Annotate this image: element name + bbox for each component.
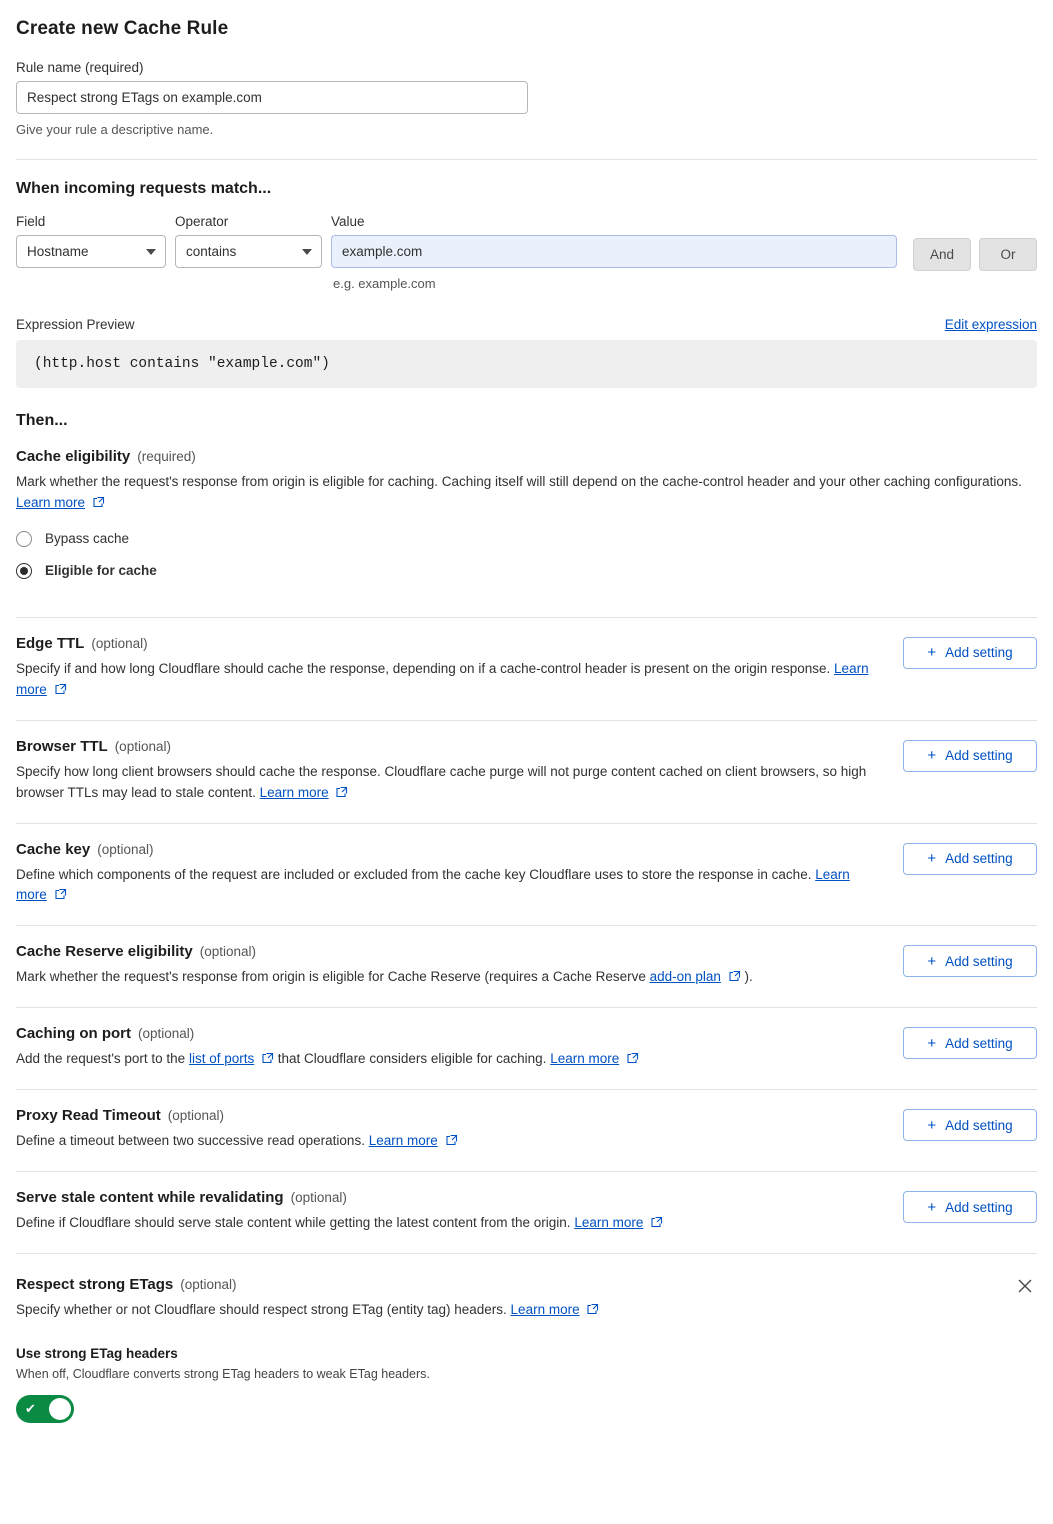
rule-name-section (16, 60, 1037, 137)
edit-expression-link[interactable]: Edit expression (944, 317, 1037, 332)
setting-browser-ttl (16, 738, 1037, 823)
cache-eligibility-learn-more-link[interactable]: Learn more (16, 494, 86, 510)
add-setting-label: Add setting (945, 851, 1013, 867)
serve-stale-desc-text: Define if Cloudflare should serve stale content while getting the latest content from the origin. (16, 1215, 571, 1231)
external-link-icon (55, 886, 67, 907)
add-setting-button-serve-stale[interactable] (903, 1191, 1037, 1223)
operator-select[interactable] (175, 235, 322, 268)
cache-eligibility-description (16, 472, 1036, 515)
field-column (16, 214, 166, 268)
serve-stale-name: Serve stale content while revalidating (16, 1189, 284, 1207)
browser-ttl-desc-text: Specify how long client browsers should cache the response. Cloudflare cache purge will not purge content cached on client browsers, so high browser TTLs may lead to stale content. (16, 763, 867, 800)
caching-on-port-desc-text: Add the request's port to the (16, 1051, 186, 1067)
match-row (16, 214, 1037, 291)
plus-icon: + (927, 1116, 937, 1134)
caching-on-port-optional: (optional) (138, 1026, 195, 1042)
edge-ttl-optional: (optional) (91, 635, 148, 651)
divider-edge-ttl (16, 720, 1037, 721)
use-strong-etag-headers-label: Use strong ETag headers (16, 1345, 178, 1361)
browser-ttl-name: Browser TTL (16, 737, 108, 755)
cache-key-optional: (optional) (97, 841, 154, 857)
plus-icon: + (927, 1198, 937, 1216)
add-setting-button-cache-key[interactable] (903, 843, 1037, 875)
cache-eligibility-header (16, 448, 1037, 465)
caching-on-port-learn-more-link[interactable]: Learn more (550, 1051, 620, 1067)
add-setting-button-caching-on-port[interactable] (903, 1027, 1037, 1059)
divider-cache-eligibility (16, 617, 1037, 618)
radio-label-eligible: Eligible for cache (45, 563, 157, 579)
rule-name-help: Give your rule a descriptive name. (16, 122, 214, 137)
serve-stale-description (16, 1213, 883, 1235)
value-input[interactable] (331, 235, 897, 268)
external-link-icon (336, 784, 348, 805)
rule-name-label: Rule name (required) (16, 60, 144, 75)
divider-proxy-read-timeout (16, 1171, 1037, 1172)
external-link-icon (587, 1301, 599, 1322)
plus-icon: + (927, 850, 937, 868)
add-setting-button-cache-reserve[interactable] (903, 945, 1037, 977)
cache-eligibility-name: Cache eligibility (16, 448, 131, 465)
logic-buttons (913, 238, 1037, 271)
plus-icon: + (927, 952, 937, 970)
field-select[interactable] (16, 235, 166, 268)
add-setting-label: Add setting (945, 645, 1013, 661)
browser-ttl-description (16, 762, 883, 805)
radio-label-bypass: Bypass cache (45, 531, 130, 547)
cache-reserve-desc-tail: ). (744, 969, 753, 985)
setting-respect-strong-etags (16, 1274, 1037, 1441)
etag-learn-more-link[interactable]: Learn more (510, 1302, 580, 1318)
edge-ttl-name: Edge TTL (16, 634, 85, 652)
add-setting-label: Add setting (945, 1199, 1013, 1215)
browser-ttl-optional: (optional) (114, 738, 171, 754)
caching-on-port-name: Caching on port (16, 1025, 131, 1043)
divider-browser-ttl (16, 823, 1037, 824)
setting-cache-key (16, 841, 1037, 926)
list-of-ports-link[interactable]: list of ports (188, 1051, 255, 1067)
operator-select-value: contains (186, 244, 237, 259)
use-strong-etag-headers-toggle[interactable] (16, 1395, 74, 1423)
expression-preview-label: Expression Preview (16, 317, 135, 332)
add-setting-label: Add setting (945, 953, 1013, 969)
proxy-read-timeout-optional: (optional) (167, 1108, 225, 1124)
field-label: Field (16, 214, 46, 229)
add-setting-label: Add setting (945, 1035, 1013, 1051)
cache-eligibility-desc-text: Mark whether the request's response from origin is eligible for caching. Caching itself will still depend on the cache-control header and your other caching configurations. (16, 474, 1022, 489)
value-column (331, 214, 897, 291)
cache-key-description (16, 865, 883, 908)
etag-desc-text: Specify whether or not Cloudflare should respect strong ETag (entity tag) headers. (16, 1302, 507, 1318)
external-link-icon (651, 1214, 663, 1235)
divider-caching-on-port (16, 1089, 1037, 1090)
setting-edge-ttl (16, 635, 1037, 720)
proxy-read-timeout-name: Proxy Read Timeout (16, 1107, 161, 1125)
external-link-icon (55, 681, 67, 702)
external-link-icon (93, 494, 105, 515)
edge-ttl-description (16, 659, 883, 702)
proxy-read-timeout-desc-text: Define a timeout between two successive read operations. (16, 1133, 365, 1149)
setting-caching-on-port (16, 1025, 1037, 1089)
external-link-icon (627, 1050, 639, 1071)
cache-eligibility-block (16, 448, 1037, 597)
page-title: Create new Cache Rule (16, 18, 229, 39)
divider-serve-stale (16, 1253, 1037, 1254)
cache-eligibility-required: (required) (137, 449, 196, 464)
radio-icon-bypass[interactable] (16, 531, 32, 547)
match-section-title: When incoming requests match... (16, 180, 272, 197)
proxy-read-timeout-description (16, 1131, 883, 1153)
plus-icon: + (927, 644, 937, 662)
serve-stale-learn-more-link[interactable]: Learn more (574, 1215, 644, 1231)
check-icon: ✔ (25, 1400, 36, 1416)
caching-on-port-description (16, 1049, 883, 1071)
serve-stale-optional: (optional) (290, 1190, 347, 1206)
value-label: Value (331, 214, 365, 229)
rule-name-input[interactable] (16, 81, 528, 114)
cache-reserve-description (16, 967, 883, 989)
plus-icon: + (927, 747, 937, 765)
cache-key-desc-text: Define which components of the request are included or excluded from the cache key Cloudflare uses to store the response in cache. (16, 866, 812, 882)
add-setting-button-edge-ttl[interactable] (903, 637, 1037, 669)
field-select-value: Hostname (27, 244, 89, 259)
add-setting-button-browser-ttl[interactable] (903, 740, 1037, 772)
radio-icon-eligible[interactable] (16, 563, 32, 579)
expression-header (16, 317, 1037, 332)
proxy-read-timeout-learn-more-link[interactable]: Learn more (368, 1133, 438, 1149)
external-link-icon (262, 1050, 274, 1071)
divider-cache-key (16, 925, 1037, 926)
setting-proxy-read-timeout (16, 1107, 1037, 1171)
add-setting-label: Add setting (945, 1117, 1013, 1133)
cache-key-name: Cache key (16, 840, 91, 858)
cache-reserve-addon-plan-link[interactable]: add-on plan (649, 969, 721, 985)
edge-ttl-learn-more-link[interactable]: Learn more (16, 660, 869, 697)
external-link-icon (446, 1132, 458, 1153)
operator-label: Operator (175, 214, 229, 229)
and-button[interactable]: And (913, 238, 971, 271)
chevron-down-icon (302, 249, 312, 255)
divider-cache-reserve (16, 1007, 1037, 1008)
cache-reserve-desc-text: Mark whether the request's response from origin is eligible for Cache Reserve (requires a Cache Reserve (16, 969, 646, 985)
then-title: Then... (16, 412, 68, 429)
etag-description (16, 1300, 1036, 1322)
browser-ttl-learn-more-link[interactable]: Learn more (259, 784, 329, 800)
divider-top (16, 159, 1037, 160)
use-strong-etag-headers-desc: When off, Cloudflare converts strong ETag headers to weak ETag headers. (16, 1366, 430, 1381)
toggle-knob (49, 1398, 71, 1420)
cache-reserve-optional: (optional) (199, 944, 257, 960)
cache-key-learn-more-link[interactable]: Learn more (16, 866, 850, 903)
add-setting-label: Add setting (945, 748, 1013, 764)
cache-reserve-name: Cache Reserve eligibility (16, 943, 193, 961)
setting-cache-reserve (16, 943, 1037, 1007)
value-hint: e.g. example.com (333, 276, 436, 291)
etag-name: Respect strong ETags (16, 1276, 174, 1294)
setting-serve-stale (16, 1189, 1037, 1253)
etag-optional: (optional) (180, 1277, 237, 1293)
caching-on-port-desc-mid: that Cloudflare considers eligible for caching. (277, 1051, 547, 1067)
chevron-down-icon (146, 249, 156, 255)
plus-icon: + (927, 1034, 937, 1052)
radio-eligible-for-cache[interactable] (16, 563, 1037, 579)
edge-ttl-desc-text: Specify if and how long Cloudflare should cache the response, depending on if a cache-control header is present on the origin response. (16, 660, 831, 676)
external-link-icon (729, 968, 741, 989)
close-icon[interactable] (1015, 1276, 1035, 1296)
or-button[interactable]: Or (979, 238, 1037, 271)
expression-preview-box: (http.host contains "example.com") (16, 340, 1037, 388)
radio-bypass-cache[interactable] (16, 531, 1037, 547)
add-setting-button-proxy-read-timeout[interactable] (903, 1109, 1037, 1141)
operator-column (175, 214, 322, 268)
